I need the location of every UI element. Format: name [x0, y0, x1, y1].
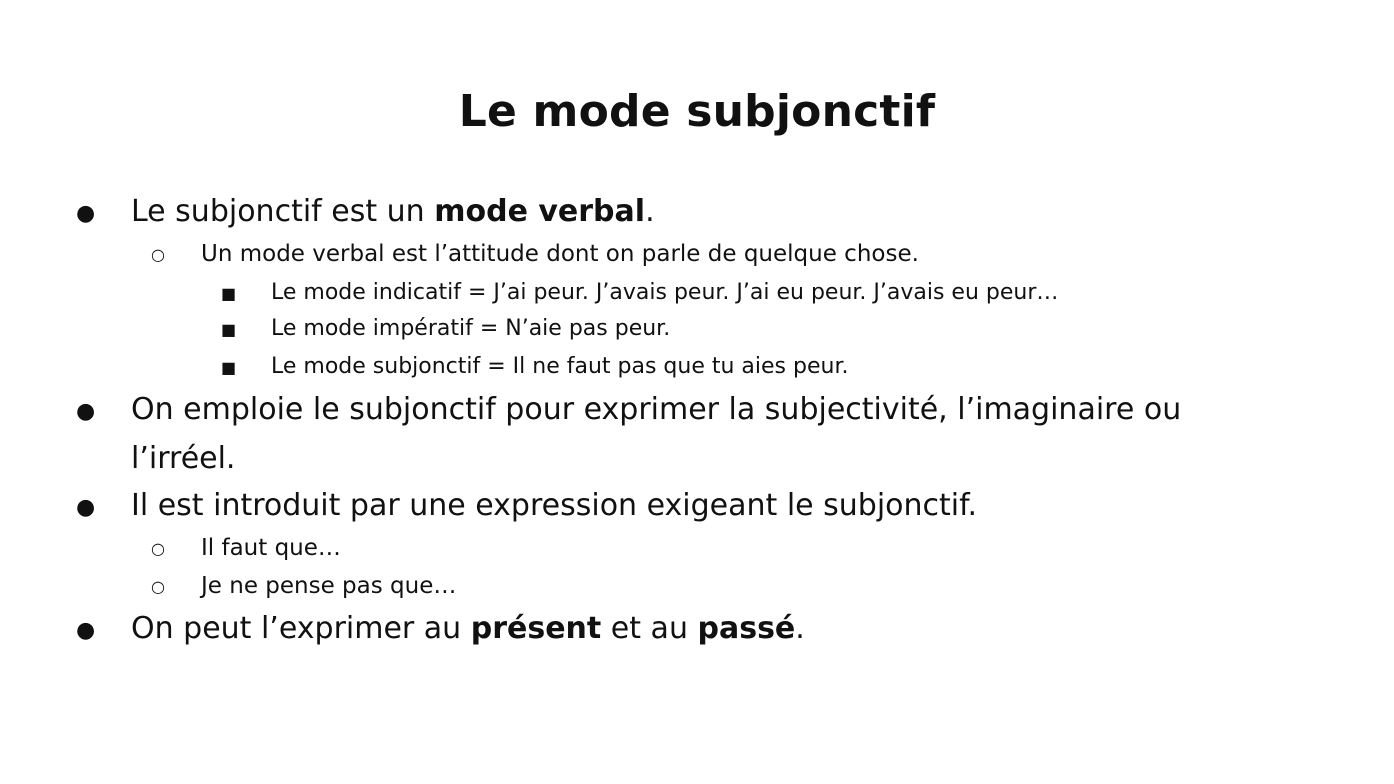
list-item-level3: Le mode impératif = N’aie pas peur.: [271, 316, 671, 341]
item-text: et au: [601, 611, 698, 646]
bullet-level3: ■: [221, 284, 237, 303]
bullet-level3: ■: [221, 358, 237, 377]
list-item-level3: Le mode indicatif = J’ai peur. J’avais peur. J’ai eu peur. J’avais eu peur…: [271, 280, 1059, 305]
item-text: .: [795, 611, 805, 646]
bullet-level2: ○: [151, 577, 165, 596]
list-item-level1: [131, 609, 805, 649]
list-item-level2: Je ne pense pas que…: [201, 573, 457, 599]
item-bold-text: présent: [470, 611, 602, 646]
list-item-level2: Un mode verbal est l’attitude dont on parle de quelque chose.: [201, 241, 919, 267]
bullet-level2: ○: [151, 245, 165, 264]
bullet-level3: ■: [221, 320, 237, 339]
item-text: On peut l’exprimer au: [131, 611, 471, 646]
item-bold-text: mode verbal: [434, 194, 646, 229]
item-text: .: [645, 194, 655, 229]
list-item-level2: Il faut que…: [201, 535, 341, 561]
bullet-level1: ●: [76, 399, 96, 424]
bullet-level1: ●: [76, 618, 96, 643]
list-item-level1: On emploie le subjonctif pour exprimer la subjectivité, l’imaginaire ou: [131, 392, 1182, 427]
item-text: Le subjonctif est un: [131, 194, 435, 229]
list-item-level1: [131, 192, 655, 232]
slide-title: Le mode subjonctif: [458, 86, 936, 137]
bullet-level1: ●: [76, 201, 96, 226]
bullet-level1: ●: [76, 495, 96, 520]
item-bold-text: passé: [697, 611, 796, 646]
list-item-level1-continuation: l’irréel.: [131, 441, 236, 476]
bullet-level2: ○: [151, 539, 165, 558]
list-item-level3: Le mode subjonctif = Il ne faut pas que tu aies peur.: [271, 354, 849, 379]
list-item-level1: Il est introduit par une expression exigeant le subjonctif.: [131, 488, 978, 523]
